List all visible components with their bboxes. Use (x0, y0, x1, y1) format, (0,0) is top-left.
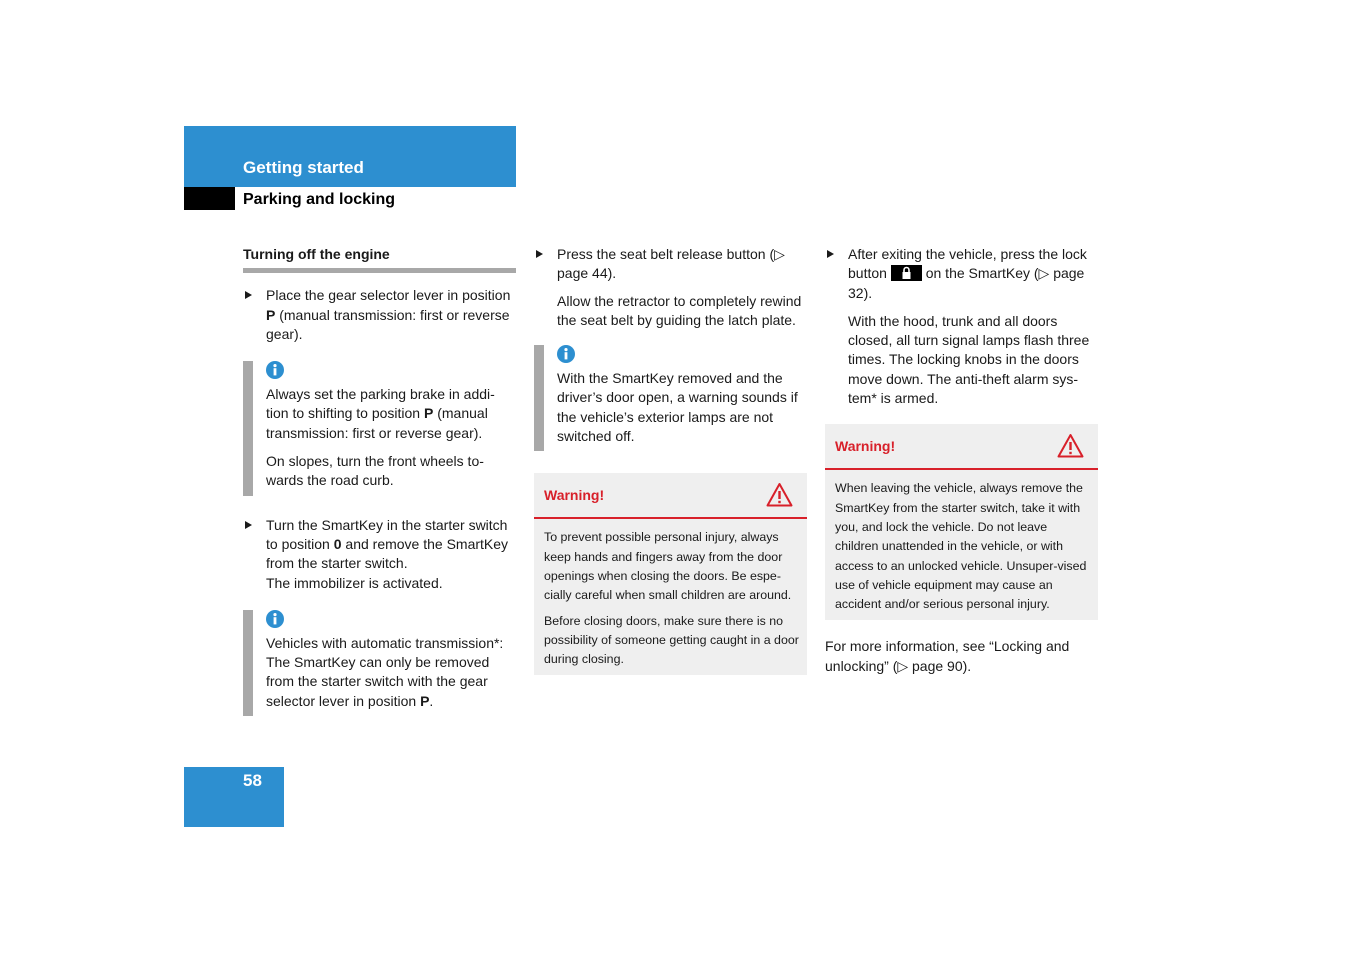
heading-turning-off-engine: Turning off the engine (243, 245, 516, 273)
triangle-bullet-icon (827, 250, 834, 258)
step-paragraph: Allow the retractor to completely rewind the seat belt by guiding the latch plate. (557, 292, 802, 328)
triangle-bullet-icon (245, 291, 252, 299)
info-text: Vehicles with automatic transmission*: The SmartKey can only be removed from the starter switch with the gear selector lever in position (266, 634, 504, 709)
info-note-parking-brake (243, 361, 516, 495)
info-icon (557, 345, 575, 363)
step-seat-belt (534, 245, 807, 284)
page-number: 58 (243, 771, 262, 790)
column-2 (534, 245, 807, 675)
info-text: On slopes, turn the front wheels to-wards the road curb. (266, 453, 484, 489)
column-3 (825, 245, 1098, 676)
info-icon (266, 610, 284, 628)
info-bar (534, 345, 544, 451)
triangle-bullet-icon (245, 521, 252, 529)
info-bar (243, 361, 253, 495)
warning-header (534, 473, 807, 519)
step-gear-selector (243, 286, 516, 344)
info-note-smartkey-removed (534, 345, 807, 451)
warning-box-leaving-vehicle (825, 424, 1098, 620)
step-text: After exiting the vehicle, press the lock button (848, 246, 1087, 282)
step-text: Place the gear selector lever in position (266, 287, 511, 304)
warning-text: Before closing doors, make sure there is no possibility of someone getting caught in a door during closing. (544, 613, 799, 667)
info-note-automatic (243, 610, 516, 716)
warning-text: When leaving the vehicle, always remove the SmartKey from the starter switch, take it with you, and lock the vehicle. Do not leave children unattended in the vehicle, or with access to an unlocked vehicle. Unsuper-vised use of vehicle equipment may cause an accident and/or serious personal injury. (835, 481, 1087, 612)
info-bold: P (424, 405, 434, 422)
lock-button-symbol (891, 265, 922, 281)
step-bold: P (266, 306, 276, 323)
warning-triangle-icon (1057, 433, 1084, 458)
section-marker-tab (184, 187, 235, 210)
step-text: Press the seat belt release button (▷ page 44). (557, 246, 785, 282)
warning-text: To prevent possible personal injury, always keep hands and fingers away from the door openings when closing the doors. Be espe-cially careful when small children are around. (544, 530, 792, 603)
info-text: With the SmartKey removed and the driver’s door open, a warning sounds if the vehicle’s exterior lamps are not switched off. (557, 370, 798, 445)
warning-title: Warning! (544, 487, 605, 504)
step-turn-smartkey (243, 516, 516, 593)
warning-title: Warning! (835, 438, 896, 455)
subsection-title: Parking and locking (243, 191, 396, 208)
warning-body (534, 519, 807, 675)
section-title: Getting started (243, 158, 364, 177)
step-text: Turn the SmartKey in the starter switch to position (266, 516, 508, 552)
step-paragraph: With the hood, trunk and all doors closed, all turn signal lamps flash three times. The locking knobs in the doors move down. The anti-theft alarm sys-tem* is armed. (848, 312, 1090, 407)
step-text: The immobilizer is activated. (266, 574, 443, 591)
more-info-text: For more information, see “Locking and unlocking” (▷ page 90). (825, 638, 1070, 674)
step-text: on the SmartKey (▷ page 32). (848, 265, 1085, 301)
info-bar (243, 610, 253, 716)
column-1 (243, 245, 516, 716)
warning-header (825, 424, 1098, 470)
info-text: (manual transmission: first or reverse gear). (266, 405, 488, 441)
step-bold: 0 (333, 535, 342, 552)
step-press-lock (825, 245, 1098, 303)
info-bold: P (420, 692, 430, 709)
step-text: and remove the SmartKey from the starter switch. (266, 535, 509, 572)
info-icon (266, 361, 284, 379)
warning-box-doors (534, 473, 807, 675)
info-text: Always set the parking brake in addi-tion to shifting to position (266, 386, 495, 422)
warning-triangle-icon (766, 482, 793, 507)
page-number-box (184, 767, 284, 827)
triangle-bullet-icon (536, 250, 543, 258)
warning-body (825, 470, 1098, 620)
info-text: . (429, 692, 434, 709)
lock-icon (901, 266, 912, 280)
step-text: (manual transmission: first or reverse gear). (266, 306, 510, 342)
